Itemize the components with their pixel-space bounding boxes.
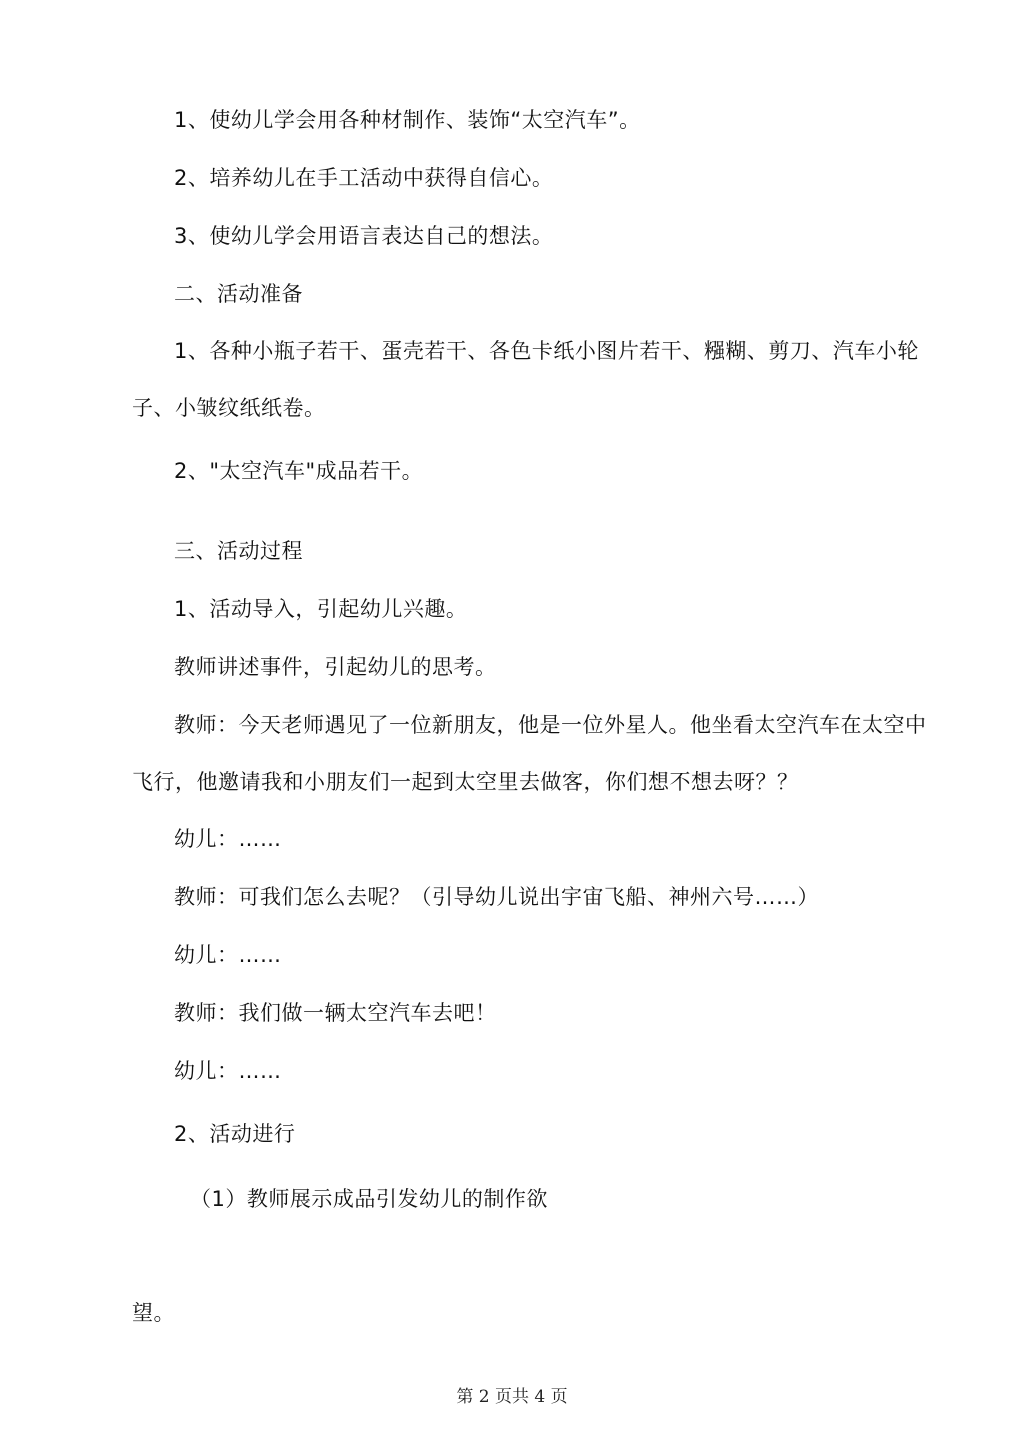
sub-step-1: （1）教师展示成品引发幼儿的制作欲 [190,1187,548,1211]
page-footer: 第 2 页共 4 页 [456,1387,568,1407]
dialogue-teacher-2: 教师：可我们怎么去呢？（引导幼儿说出宇宙飞船、神州六号……） [174,885,819,909]
dialogue-child-3: 幼儿：…… [174,1059,282,1083]
dialogue-teacher-1-continued: 飞行，他邀请我和小朋友们一起到太空里去做客，你们想不想去呀？？ [132,770,799,794]
process-step-2: 2、活动进行 [174,1122,296,1146]
process-step-1: 1、活动导入，引起幼儿兴趣。 [174,597,468,621]
dialogue-child-2: 幼儿：…… [174,943,282,967]
paragraph-teacher-narrates: 教师讲述事件，引起幼儿的思考。 [174,655,497,679]
goal-item-3: 3、使幼儿学会用语言表达自己的想法。 [174,224,554,248]
dialogue-child-1: 幼儿：…… [174,827,282,851]
dialogue-teacher-3: 教师：我们做一辆太空汽车去吧！ [174,1001,497,1025]
preparation-item-1: 1、各种小瓶子若干、蛋壳若干、各色卡纸小图片若干、糨糊、剪刀、汽车小轮 [174,339,919,363]
sub-step-1-continued: 望。 [132,1301,175,1325]
dialogue-teacher-1: 教师：今天老师遇见了一位新朋友，他是一位外星人。他坐看太空汽车在太空中 [174,713,927,737]
section-heading-preparation: 二、活动准备 [174,282,303,306]
preparation-item-1-continued: 子、小皱纹纸纸卷。 [132,396,326,420]
goal-item-2: 2、培养幼儿在手工活动中获得自信心。 [174,166,554,190]
goal-item-1: 1、使幼儿学会用各种材制作、装饰“太空汽车”。 [174,108,641,132]
preparation-item-2: 2、"太空汽车"成品若干。 [174,459,424,483]
section-heading-process: 三、活动过程 [174,539,303,563]
